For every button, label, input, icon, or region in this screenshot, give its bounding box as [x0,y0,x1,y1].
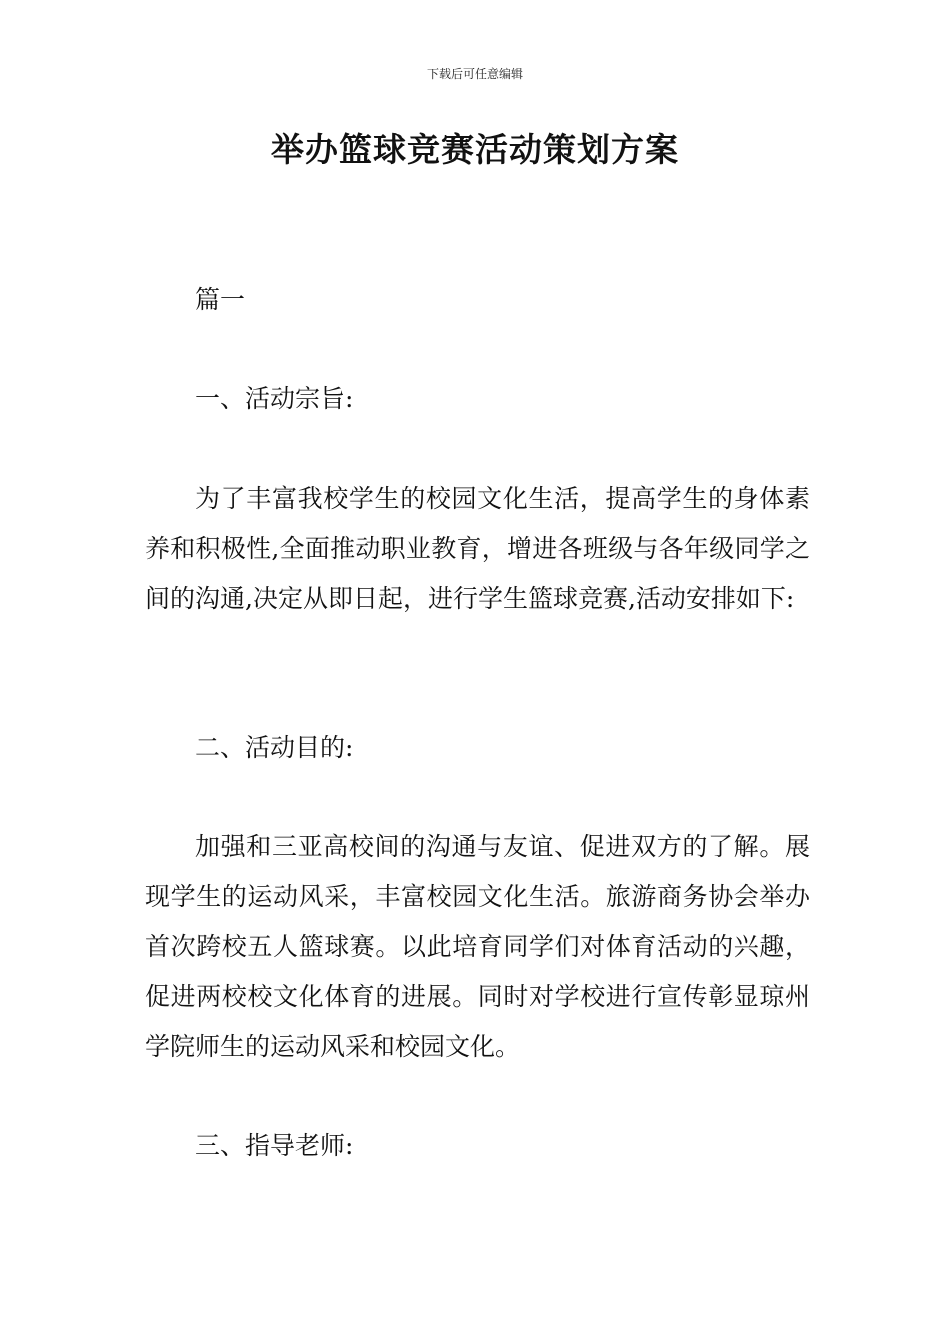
section-heading-3: 三、指导老师: [195,1131,354,1160]
part-label: 篇一 [195,285,246,314]
section-heading-1: 一、活动宗旨: [195,384,354,413]
section-body-1: 为了丰富我校学生的校园文化生活，提高学生的身体素养和积极性,全面推动职业教育，增进各班级与各年级同学之间的沟通,决定从即日起，进行学生篮球竞赛,活动安排如下: [145,484,810,613]
section-heading-2: 二、活动目的: [195,733,354,762]
section-body-2: 加强和三亚高校间的沟通与友谊、促进双方的了解。展现学生的运动风采，丰富校园文化生活。旅游商务协会举办首次跨校五人篮球赛。以此培育同学们对体育活动的兴趣，促进两校校文化体育的进展。同时对学校进行宣传彰显琼州学院师生的运动风采和校园文化。 [145,832,810,1061]
document-title: 举办篮球竞赛活动策划方案 [271,130,679,169]
header-note: 下载后可任意编辑 [426,67,523,81]
